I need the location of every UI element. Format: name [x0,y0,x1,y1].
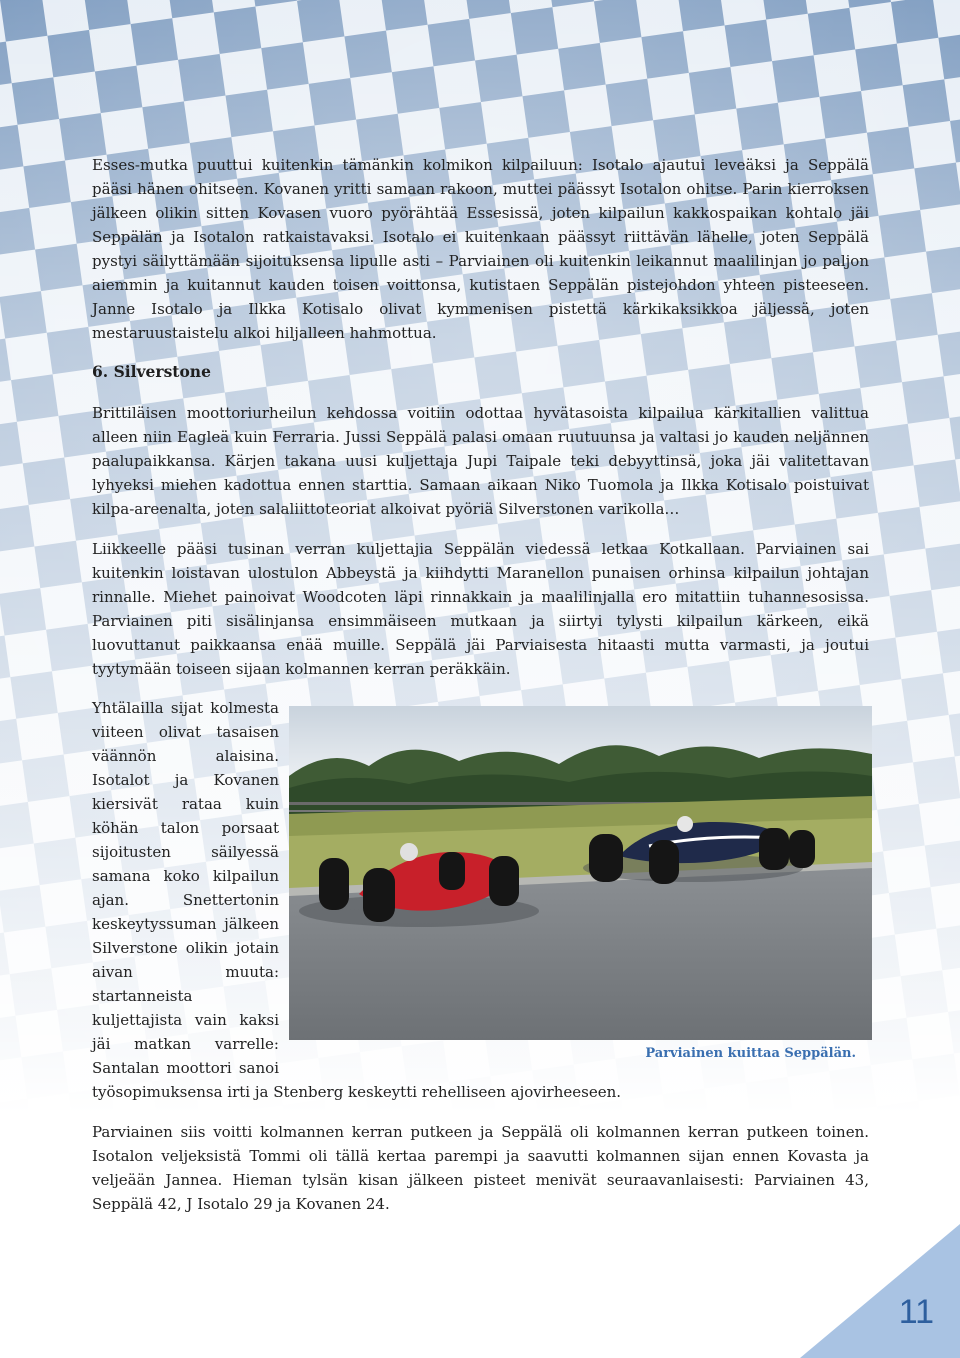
paragraph-positions: Yhtälailla sijat kolmesta viiteen olivat tasaisen väännön alaisina. Isotalot ja Kovanen kiersivät rataa kuin köhän talon porsaat sijoitusten säilyessä samana koko kilpailun ajan. Snettertonin keskeytyssuman jälkeen Silverstone olikin jotain aivan muuta: startanneista kuljettajista vain kaksi jäi matkan varrelle: Santalan moottori sanoi työsopimuksensa irti ja Stenberg keskeytti rehelliseen ajovirheeseen. [92,699,622,1101]
race-photo-illustration [289,706,872,1040]
page-corner-triangle [800,1224,960,1358]
paragraph-results: Parviainen siis voitti kolmannen kerran putkeen ja Seppälä oli kolmannen kerran putkeen toinen. Isotalon veljeksistä Tommi oli tällä kertaa parempi ja saavutti kolmannen sijan ennen Kovasta ja veljeään Jannea. Hieman tylsän kisan jälkeen pisteet menivät seuraavanlaisesti: Parviainen 43, Seppälä 42, J Isotalo 29 ja Kovanen 24. [92,1123,869,1213]
paragraph-race-start: Liikkeelle pääsi tusinan verran kuljettajia Seppälän viedessä letkaa Kotkallaan. Parviainen sai kuitenkin loistavan ulostulon Abbeystä ja kiihdytti Maranellon punaisen orhinsa kilpailun johtajan rinnalle. Miehet painoivat Woodcoten läpi rinnakkain ja maalilinjalla ero mitattiin tuhannesosissa. Parviainen piti sisälinjansa ensimmäiseen mutkaan ja siirtyi tylysti kilpailun kärkeen, eikä luovuttanut paikkaansa enää muille. Seppälä jäi Parviaisesta hitaasti mutta varmasti, ja joutui tyytymään toiseen sijaan kolmannen kerran peräkkäin. [92,540,869,678]
section-heading-silverstone: 6. Silverstone [92,362,211,381]
photo-caption: Parviainen kuittaa Seppälän. [645,1046,856,1061]
paragraph-esses: Esses-mutka puuttui kuitenkin tämänkin kolmikon kilpailuun: Isotalo ajautui leveäksi ja Seppälä pääsi hänen ohitseen. Kovanen yritti samaan rakoon, muttei päässyt Isotalon ohitse. Parin kierroksen jälkeen olikin sitten Kovasen vuoro pyörähtää Essesissä, joten kilpailun kakkospaikan kohtalo jäi Seppälän ja Isotalon ratkaistavaksi. Isotalo ei kuitenkaan päässyt riittävän lähelle, joten Seppälä pystyi säilyttämään sijoituksensa lipulle asti – Parviainen oli kuitenkin leikannut maalilinjan jo paljon aiemmin ja kuitannut kauden toisen voittonsa, kutistaen Seppälän pistejohdon yhteen pisteeseen. Janne Isotalo ja Ilkka Kotisalo olivat kymmenisen pistettä kärkikaksikkoa jäljessä, joten mestaruustaistelu alkoi hiljalleen hahmottua. [92,156,869,342]
race-photo [289,706,872,1040]
page-number: 11 [898,1293,934,1331]
paragraph-silverstone-intro: Brittiläisen moottoriurheilun kehdossa voitiin odottaa hyvätasoista kilpailua kärkitallien valittua alleen niin Eagleä kuin Ferraria. Jussi Seppälä palasi omaan ruutuunsa ja valtasi jo kauden neljännen paalupaikkansa. Kärjen takana uusi kuljettaja Jupi Taipale teki debyyttinsä, joka jäi valitettavan lyhyeksi miehen kadottua ennen starttia. Samaan aikaan Niko Tuomola ja Ilkka Kotisalo poistuivat kilpa-areenalta, joten salaliittoteoriat alkoivat pyöriä Silverstonen varikolla… [92,404,869,518]
